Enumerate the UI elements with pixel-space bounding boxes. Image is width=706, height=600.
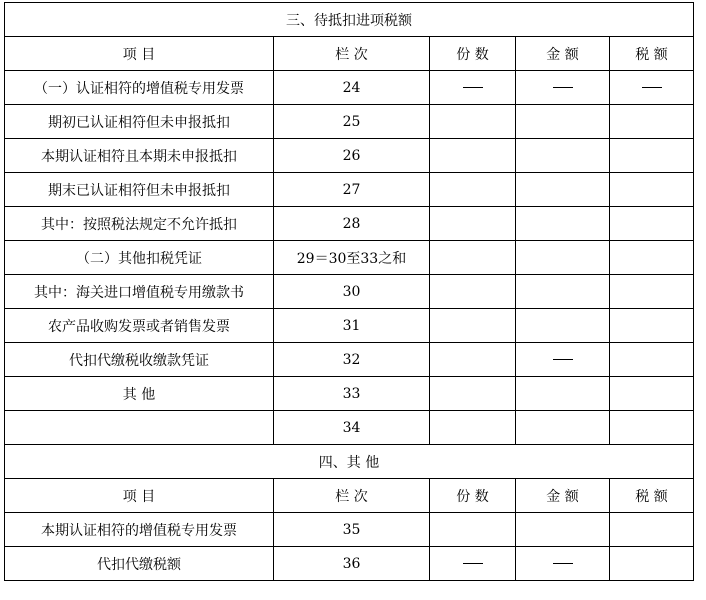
table-row <box>5 139 694 173</box>
row-amount <box>516 173 610 207</box>
row-item: 其中：按照税法规定不允许抵扣 <box>5 207 274 241</box>
row-amount <box>516 71 610 105</box>
row-amount <box>516 547 610 581</box>
tax-deduction-form <box>4 2 693 581</box>
row-no: 33 <box>274 377 430 411</box>
deduction-table <box>4 2 694 581</box>
row-copies <box>430 513 516 547</box>
header-column-no: 栏 次 <box>274 479 430 513</box>
row-copies <box>430 241 516 275</box>
row-copies <box>430 139 516 173</box>
row-item: 代扣代缴税额 <box>5 547 274 581</box>
dash-mark <box>463 87 483 88</box>
row-no: 27 <box>274 173 430 207</box>
section-3-header-row <box>5 37 694 71</box>
row-copies <box>430 275 516 309</box>
row-no: 31 <box>274 309 430 343</box>
row-copies <box>430 377 516 411</box>
row-copies <box>430 71 516 105</box>
row-item: 期初已认证相符但未申报抵扣 <box>5 105 274 139</box>
row-no: 28 <box>274 207 430 241</box>
row-no: 25 <box>274 105 430 139</box>
row-tax <box>610 71 694 105</box>
table-row <box>5 105 694 139</box>
row-tax <box>610 377 694 411</box>
row-item: 其 他 <box>5 377 274 411</box>
section-3-title-row <box>5 3 694 37</box>
row-no: 35 <box>274 513 430 547</box>
section-4-title: 四、其 他 <box>5 445 694 479</box>
header-copies: 份 数 <box>430 37 516 71</box>
row-amount <box>516 139 610 173</box>
header-tax: 税 额 <box>610 37 694 71</box>
row-tax <box>610 105 694 139</box>
row-no: 24 <box>274 71 430 105</box>
row-item: 本期认证相符且本期未申报抵扣 <box>5 139 274 173</box>
table-row <box>5 173 694 207</box>
row-amount <box>516 513 610 547</box>
row-amount <box>516 105 610 139</box>
table-row <box>5 309 694 343</box>
table-row <box>5 377 694 411</box>
header-item: 项 目 <box>5 479 274 513</box>
row-tax <box>610 411 694 445</box>
row-item: 农产品收购发票或者销售发票 <box>5 309 274 343</box>
row-no: 36 <box>274 547 430 581</box>
row-amount <box>516 241 610 275</box>
header-tax: 税 额 <box>610 479 694 513</box>
row-tax <box>610 241 694 275</box>
row-item: （一）认证相符的增值税专用发票 <box>5 71 274 105</box>
dash-mark <box>642 87 662 88</box>
dash-mark <box>463 563 483 564</box>
row-amount <box>516 411 610 445</box>
header-item: 项 目 <box>5 37 274 71</box>
table-row <box>5 547 694 581</box>
table-body <box>5 3 694 581</box>
header-amount: 金 额 <box>516 37 610 71</box>
table-row <box>5 275 694 309</box>
row-amount <box>516 343 610 377</box>
header-column-no: 栏 次 <box>274 37 430 71</box>
row-copies <box>430 173 516 207</box>
row-tax <box>610 275 694 309</box>
table-row <box>5 207 694 241</box>
table-row <box>5 513 694 547</box>
row-tax <box>610 207 694 241</box>
row-amount <box>516 309 610 343</box>
row-tax <box>610 309 694 343</box>
row-tax <box>610 139 694 173</box>
row-item: 其中：海关进口增值税专用缴款书 <box>5 275 274 309</box>
row-tax <box>610 513 694 547</box>
row-copies <box>430 411 516 445</box>
row-tax <box>610 343 694 377</box>
row-amount <box>516 377 610 411</box>
row-copies <box>430 309 516 343</box>
dash-mark <box>553 87 573 88</box>
row-no: 34 <box>274 411 430 445</box>
row-amount <box>516 275 610 309</box>
table-row <box>5 241 694 275</box>
row-no: 30 <box>274 275 430 309</box>
dash-mark <box>553 359 573 360</box>
row-tax <box>610 173 694 207</box>
section-4-header-row <box>5 479 694 513</box>
row-copies <box>430 105 516 139</box>
row-item <box>5 411 274 445</box>
row-item: 本期认证相符的增值税专用发票 <box>5 513 274 547</box>
table-row <box>5 411 694 445</box>
header-amount: 金 额 <box>516 479 610 513</box>
table-row <box>5 343 694 377</box>
row-no: 29＝30至33之和 <box>274 241 430 275</box>
section-3-title: 三、待抵扣进项税额 <box>5 3 694 37</box>
row-copies <box>430 343 516 377</box>
row-no: 26 <box>274 139 430 173</box>
row-item: （二）其他扣税凭证 <box>5 241 274 275</box>
header-copies: 份 数 <box>430 479 516 513</box>
table-row <box>5 71 694 105</box>
row-copies <box>430 207 516 241</box>
row-amount <box>516 207 610 241</box>
row-tax <box>610 547 694 581</box>
row-item: 代扣代缴税收缴款凭证 <box>5 343 274 377</box>
row-item: 期末已认证相符但未申报抵扣 <box>5 173 274 207</box>
section-4-title-row <box>5 445 694 479</box>
row-no: 32 <box>274 343 430 377</box>
dash-mark <box>553 563 573 564</box>
row-copies <box>430 547 516 581</box>
